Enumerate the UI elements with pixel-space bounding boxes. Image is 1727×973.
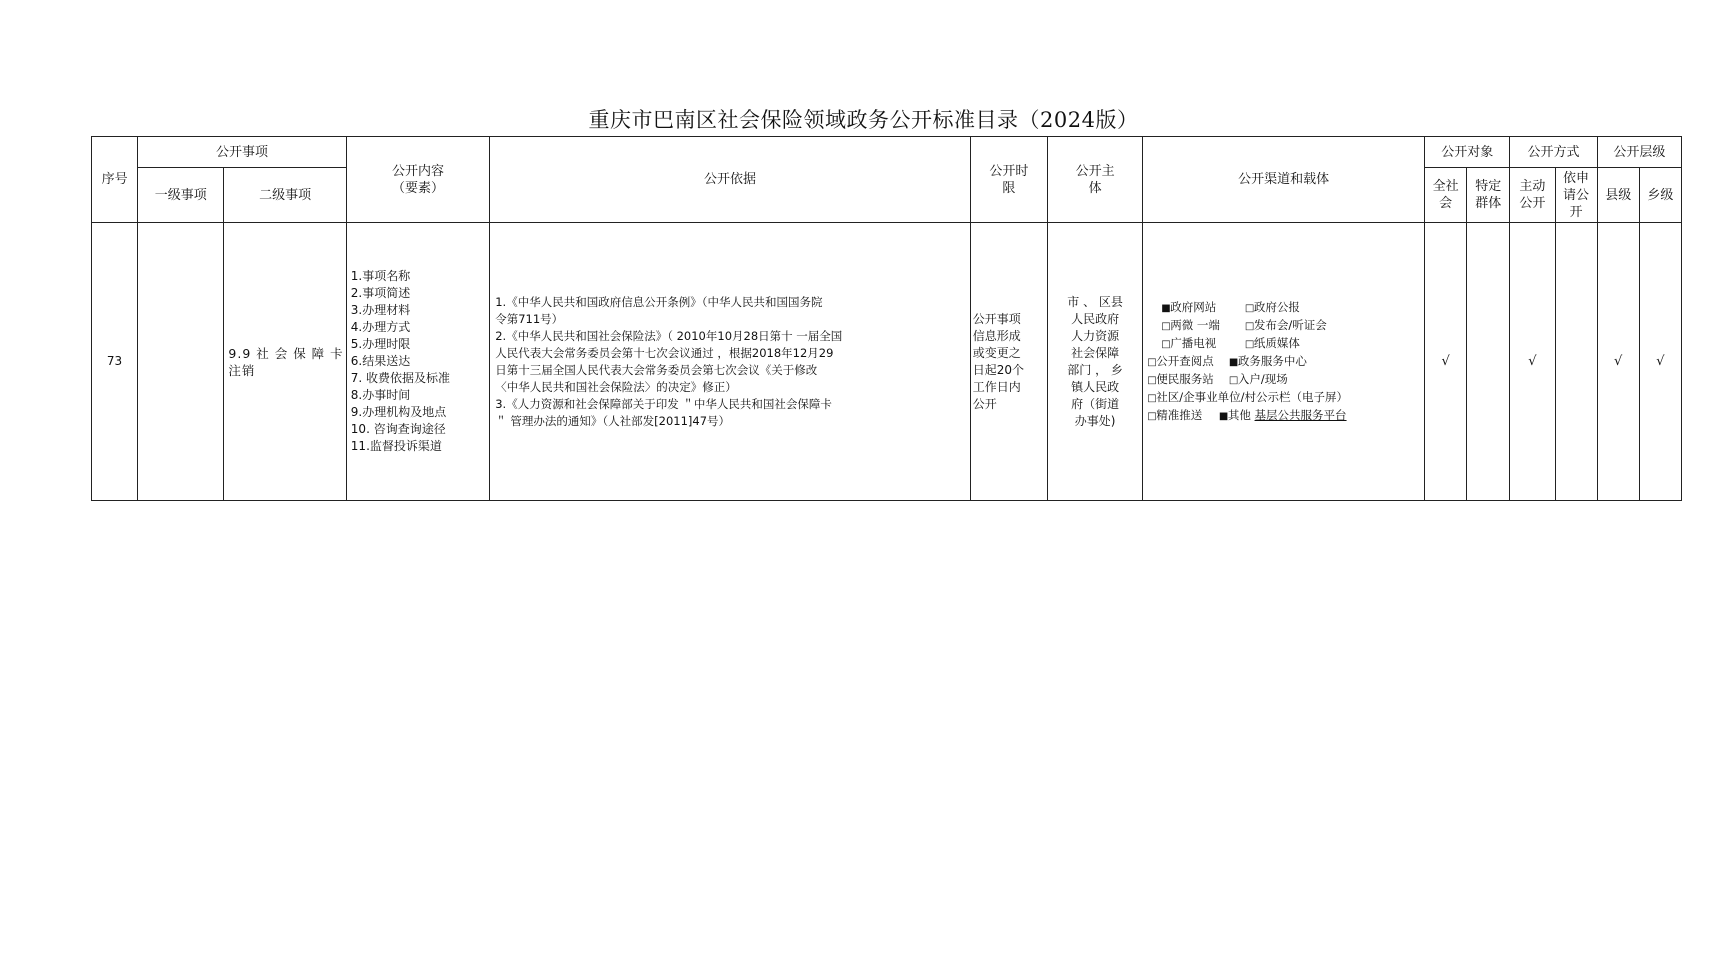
channel-other-value: 基层公共服务平台 <box>1254 407 1347 422</box>
header-method-apply <box>1555 168 1597 223</box>
channel-other <box>1219 407 1347 425</box>
channel-line <box>1147 335 1424 353</box>
header-level-town: 乡级 <box>1639 168 1681 223</box>
channel-label: 便民服务站 <box>1156 371 1214 386</box>
channel-label: 社区/企事业单位/村公示栏（电子屏） <box>1156 389 1348 404</box>
channel-convenience-station <box>1147 371 1225 389</box>
basis-line: 1.《中华人民共和国政府信息公开条例》（中华人民共和国国务院 <box>495 294 823 309</box>
content-item: 4.办理方式 <box>350 320 411 334</box>
header-level2: 二级事项 <box>224 168 346 223</box>
channel-label: 其他 <box>1227 407 1251 422</box>
row-seq: 73 <box>92 223 138 501</box>
header-target-specific-label: 特定群体 <box>1475 179 1502 211</box>
channel-service-center <box>1229 353 1307 371</box>
header-basis: 公开依据 <box>490 137 970 223</box>
basis-line: 日第十三届全国人民代表大会常务委员会第七次会议《关于修改 <box>495 362 818 377</box>
channel-label: 两微 一端 <box>1170 317 1220 332</box>
channel-press-conf <box>1245 317 1327 335</box>
content-item: 3.办理材料 <box>350 303 411 317</box>
empty-square-icon: □ <box>1244 302 1255 314</box>
channel-label: 政府公报 <box>1253 299 1300 314</box>
channel-broadcast <box>1161 335 1241 353</box>
empty-square-icon: □ <box>1147 410 1157 422</box>
channel-line <box>1147 371 1424 389</box>
header-row-1 <box>92 137 1682 168</box>
channel-line <box>1147 407 1424 425</box>
catalog-table <box>91 136 1682 501</box>
row-content <box>346 223 489 501</box>
empty-square-icon: □ <box>1161 338 1171 350</box>
header-time-limit-label: 公开时限 <box>989 163 1029 196</box>
channel-label: 政务服务中心 <box>1237 353 1307 368</box>
row-target-specific <box>1467 223 1510 501</box>
channel-label: 广播电视 <box>1170 335 1217 350</box>
channel-gov-gazette <box>1245 299 1300 317</box>
content-item: 11.监督投诉渠道 <box>350 439 442 453</box>
content-item: 2.事项简述 <box>350 286 411 300</box>
header-target-specific <box>1467 168 1510 223</box>
table-row <box>92 223 1682 501</box>
header-content-label: 公开内容（要素） <box>392 163 445 196</box>
header-level-group: 公开层级 <box>1597 137 1681 168</box>
channel-line <box>1147 353 1424 371</box>
channel-precise-push <box>1147 407 1215 425</box>
row-channel <box>1143 223 1425 501</box>
channel-gov-website <box>1161 299 1241 317</box>
channel-line <box>1147 389 1424 407</box>
content-item: 9.办理机构及地点 <box>350 405 447 419</box>
channel-paper <box>1245 335 1300 353</box>
content-item: 8.办事时间 <box>350 388 411 402</box>
row-level1 <box>138 223 224 501</box>
subject-line: 人力资源 <box>1071 328 1120 343</box>
channel-reading-point <box>1147 353 1225 371</box>
header-target-group: 公开对象 <box>1425 137 1510 168</box>
empty-square-icon: □ <box>1228 374 1239 386</box>
content-item: 10. 咨询查询途径 <box>350 422 446 436</box>
time-limit-text: 公开事项信息形成或变更之日起20个工作日内公开 <box>972 311 1024 411</box>
header-method-active-label: 主动公开 <box>1519 179 1546 211</box>
header-seq: 序号 <box>92 137 138 223</box>
filled-square-icon: ■ <box>1218 410 1229 422</box>
empty-square-icon: □ <box>1244 338 1255 350</box>
basis-line: 2.《中华人民共和国社会保险法》（ 2010年10月28日第十 一届全国 <box>495 328 843 343</box>
filled-square-icon: ■ <box>1228 356 1239 368</box>
basis-line: ＂ 管理办法的通知》（人社部发[2011]47号） <box>495 413 731 428</box>
channel-label: 入户/现场 <box>1237 371 1288 386</box>
header-channel: 公开渠道和载体 <box>1143 137 1425 223</box>
row-method-active: √ <box>1510 223 1555 501</box>
channel-label: 精准推送 <box>1156 407 1203 422</box>
header-target-all-label: 全社会 <box>1432 179 1459 211</box>
empty-square-icon: □ <box>1161 320 1171 332</box>
row-level-county: √ <box>1597 223 1639 501</box>
header-level1: 一级事项 <box>138 168 224 223</box>
header-item-group: 公开事项 <box>138 137 347 168</box>
subject-line: 部门 ， 乡 <box>1067 362 1123 377</box>
basis-line: 令第711号） <box>495 311 564 326</box>
basis-line: 3.《人力资源和社会保障部关于印发 ＂中华人民共和国社会保障卡 <box>495 396 832 411</box>
basis-line: 〈中华人民共和国社会保险法〉的决定》修正） <box>495 379 737 394</box>
header-level-county: 县级 <box>1597 168 1639 223</box>
subject-line: 镇人民政 <box>1071 379 1120 394</box>
header-time-limit <box>970 137 1047 223</box>
header-content <box>346 137 489 223</box>
header-method-group: 公开方式 <box>1510 137 1597 168</box>
row-time-limit <box>970 223 1047 501</box>
header-method-apply-label: 依申请公开 <box>1563 170 1590 220</box>
channel-bulletin <box>1147 389 1348 407</box>
content-item: 1.事项名称 <box>350 269 411 283</box>
content-item: 5.办理时限 <box>350 337 411 351</box>
row-level-town: √ <box>1639 223 1681 501</box>
header-subject <box>1047 137 1142 223</box>
empty-square-icon: □ <box>1147 356 1157 368</box>
header-method-active <box>1510 168 1555 223</box>
subject-line: 人民政府 <box>1071 311 1120 326</box>
page-title: 重庆市巴南区社会保险领域政务公开标准目录（2024版） <box>588 108 1139 132</box>
subject-line: 市 、 区县 <box>1067 294 1123 309</box>
basis-line: 人民代表大会常务委员会第十七次会议通过 ，根据2018年12月29 <box>495 345 834 360</box>
row-target-all: √ <box>1425 223 1467 501</box>
subject-line: 府（街道 <box>1071 396 1120 411</box>
channel-label: 发布会/听证会 <box>1253 317 1327 332</box>
subject-line: 社会保障 <box>1071 345 1120 360</box>
empty-square-icon: □ <box>1147 374 1157 386</box>
subject-line: 办事处) <box>1074 413 1116 428</box>
row-method-apply <box>1555 223 1597 501</box>
row-level2: 9.9 社 会 保 障 卡注销 <box>224 223 346 501</box>
filled-square-icon: ■ <box>1161 302 1171 314</box>
channel-door-to-door <box>1229 371 1288 389</box>
header-subject-label: 公开主体 <box>1075 163 1115 196</box>
empty-square-icon: □ <box>1244 320 1255 332</box>
channel-line <box>1147 317 1424 335</box>
channel-label: 公开查阅点 <box>1156 353 1214 368</box>
content-item: 7. 收费依据及标准 <box>350 371 451 385</box>
header-target-all <box>1425 168 1467 223</box>
channel-label: 政府网站 <box>1170 299 1217 314</box>
row-basis <box>490 223 970 501</box>
empty-square-icon: □ <box>1147 392 1157 404</box>
channel-two-micro <box>1161 317 1241 335</box>
channel-label: 纸质媒体 <box>1253 335 1300 350</box>
row-subject <box>1047 223 1142 501</box>
channel-line <box>1147 299 1424 317</box>
content-item: 6.结果送达 <box>350 354 411 368</box>
